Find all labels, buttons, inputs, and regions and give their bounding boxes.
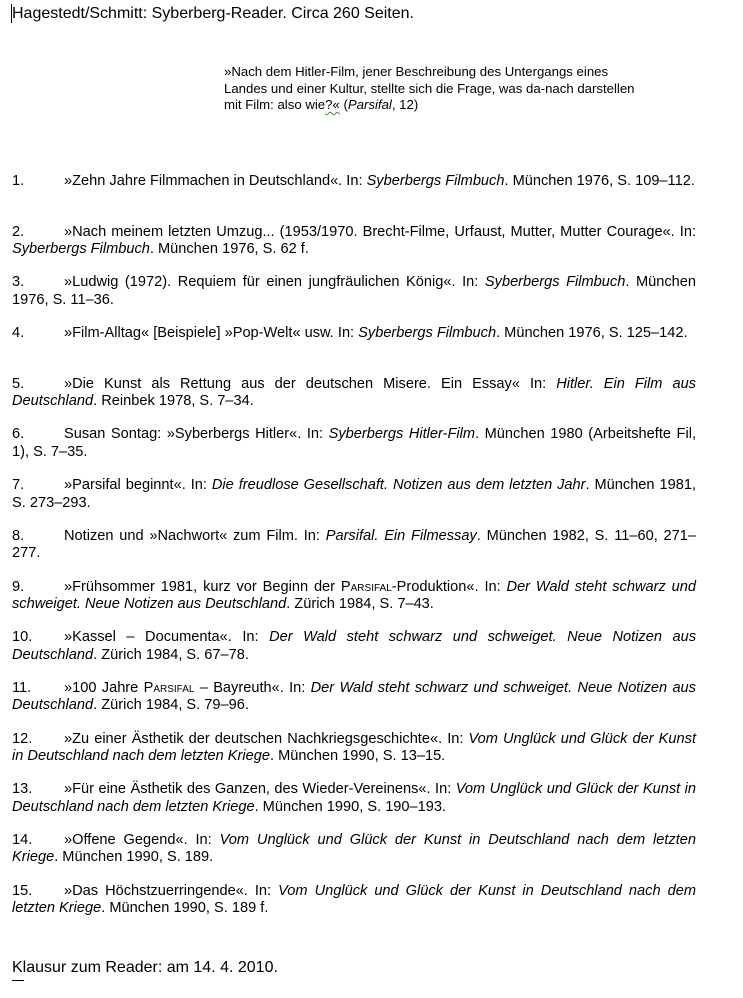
entry-text: . Zürich 1984, S. 67–78. xyxy=(93,646,249,663)
bibliography-entry[interactable] xyxy=(12,832,696,866)
entry-text: . Zürich 1984, S. 7–43. xyxy=(286,596,434,612)
entry-text: . München 1976, S. 125–142. xyxy=(496,325,688,342)
entry-text: Parsifal xyxy=(340,578,392,595)
entry-text: . München 1981, S. 273–293. xyxy=(12,477,696,511)
bibliography-entry[interactable] xyxy=(12,274,696,308)
entry-number: 6. xyxy=(12,426,25,443)
entry-text: . München 1982, S. 11–60, 271–277. xyxy=(12,527,696,562)
bibliography-entry[interactable] xyxy=(12,781,696,815)
bibliography-entry[interactable] xyxy=(12,426,696,460)
entry-source-title: Vom Unglück und Glück der Kunst in Deutschland nach dem letzten Kriege xyxy=(12,781,696,815)
entry-number: 3. xyxy=(12,274,25,291)
entry-text: Notizen und »Nachwort« zum Film. In: xyxy=(64,527,326,544)
entry-text: »Parsifal beginnt«. In: xyxy=(64,477,212,494)
entry-number: 15. xyxy=(12,882,33,899)
entry-text: . München 1976, S. 62 f. xyxy=(149,241,309,258)
entry-text: »Nach meinem letzten Umzug... (1953/1970. Brecht-Filme, Urfaust, Mutter, Mutter Courage«. In: xyxy=(64,223,696,240)
entry-text: »Film-Alltag« [Beispiele] »Pop-Welt« usw. In: xyxy=(64,325,359,342)
entry-text: . Reinbek 1978, S. 7–34. xyxy=(93,393,254,410)
entry-text: -Produktion«. In: xyxy=(391,578,507,595)
entry-text: »Die Kunst als Rettung aus der deutschen Misere. Ein Essay« In: xyxy=(64,375,557,392)
bibliography-entry[interactable] xyxy=(12,579,696,613)
entry-text: Parsifal xyxy=(143,679,195,696)
entry-source-title: Syberbergs Filmbuch xyxy=(12,241,150,258)
bibliography-entry[interactable] xyxy=(12,883,696,917)
entry-number: 5. xyxy=(12,375,25,392)
entry-text: . München 1980 (Arbeitshefte Fil, 1), S. 7–35. xyxy=(12,426,697,460)
entry-number: 10. xyxy=(12,629,33,646)
entry-text: – Bayreuth«. In: xyxy=(194,679,311,696)
entry-number: 1. xyxy=(12,173,25,189)
entry-number: 14. xyxy=(12,831,33,848)
entry-source-title: Die freudlose Gesellschaft. Notizen aus dem letzten Jahr xyxy=(211,477,586,494)
entry-source-title: Parsifal. Ein Filmessay xyxy=(325,527,477,544)
bibliography-entry[interactable] xyxy=(12,173,696,207)
epigraph-text-open: ( xyxy=(339,97,348,113)
entry-text: . München 1976, S. 109–112. xyxy=(504,173,695,189)
spellcheck-flag[interactable]: ?« xyxy=(325,97,340,113)
entry-text: »Zehn Jahre Filmmachen in Deutschland«. In: xyxy=(64,173,367,189)
exam-date-note[interactable]: Klausur zum Reader: am 14. 4. 2010. xyxy=(12,959,278,976)
epigraph-text: »Nach dem Hitler-Film, jener Beschreibung des Untergangs eines Landes und einer Kultur, stellte sich die Frage, was da-nach darstellen mit Film: also wie xyxy=(224,64,635,113)
entry-number: 8. xyxy=(12,527,25,544)
entry-text: »Offene Gegend«. In: xyxy=(64,831,220,848)
entry-source-title: Vom Unglück und Glück der Kunst in Deutschland nach dem letzten Kriege xyxy=(12,882,696,917)
epigraph-page: , 12) xyxy=(391,97,419,113)
bibliography-entry[interactable] xyxy=(12,680,696,714)
entry-number: 13. xyxy=(12,781,33,798)
entry-text: »Zu einer Ästhetik der deutschen Nachkriegsgeschichte«. In: xyxy=(64,730,469,747)
bibliography-entry[interactable] xyxy=(12,528,696,562)
entry-source-title: Syberbergs Filmbuch xyxy=(358,325,497,342)
bibliography-list xyxy=(12,173,696,933)
entry-source-title: Hitler. Ein Film aus Deutschland xyxy=(12,375,696,410)
entry-text: . München 1976, S. 11–36. xyxy=(12,274,696,308)
entry-text: Susan Sontag: »Syberbergs Hitler«. In: xyxy=(64,426,329,443)
entry-number: 12. xyxy=(12,730,33,747)
bibliography-entry[interactable] xyxy=(12,477,696,511)
entry-text: »Das Höchstzuerringende«. In: xyxy=(64,882,279,899)
entry-source-title: Der Wald steht schwarz und schweiget. Neue Notizen aus Deutschland xyxy=(12,578,696,612)
entry-text: . München 1990, S. 13–15. xyxy=(269,748,446,765)
entry-source-title: Syberbergs Filmbuch xyxy=(484,274,626,291)
entry-text: . Zürich 1984, S. 79–96. xyxy=(93,697,249,714)
entry-source-title: Vom Unglück und Glück der Kunst in Deutschland nach dem letzten Kriege xyxy=(12,730,696,765)
entry-number: 11. xyxy=(12,679,32,696)
entry-number: 4. xyxy=(12,325,25,342)
end-of-document-mark xyxy=(12,980,24,981)
entry-text: »Für eine Ästhetik des Ganzen, des Wieder-Vereinens«. In: xyxy=(64,781,456,798)
entry-source-title: Syberbergs Hitler-Film xyxy=(328,426,476,443)
entry-source-title: Der Wald steht schwarz und schweiget. Neue Notizen aus Deutschland xyxy=(12,679,696,714)
entry-source-title: Der Wald steht schwarz und schweiget. Neue Notizen aus Deutschland xyxy=(12,629,696,663)
bibliography-entry[interactable] xyxy=(12,224,696,258)
entry-source-title: Syberbergs Filmbuch xyxy=(366,173,505,189)
entry-source-title: Vom Unglück und Glück der Kunst in Deutschland nach dem letzten Kriege xyxy=(12,831,697,866)
entry-text: »100 Jahre xyxy=(64,679,144,696)
entry-number: 7. xyxy=(12,477,25,494)
entry-text: »Frühsommer 1981, kurz vor Beginn der xyxy=(64,578,341,595)
document-title[interactable]: Hagestedt/Schmitt: Syberberg-Reader. Circa 260 Seiten. xyxy=(12,5,414,22)
entry-text: . München 1990, S. 189. xyxy=(54,849,214,866)
bibliography-entry[interactable] xyxy=(12,731,696,765)
entry-text: . München 1990, S. 189 f. xyxy=(101,900,269,917)
entry-text: »Ludwig (1972). Requiem für einen jungfräulichen König«. In: xyxy=(64,274,485,291)
entry-number: 2. xyxy=(12,223,25,240)
bibliography-entry[interactable] xyxy=(12,376,696,410)
bibliography-entry[interactable] xyxy=(12,325,696,359)
entry-number: 9. xyxy=(12,578,25,595)
epigraph-quote[interactable] xyxy=(224,64,644,114)
bibliography-entry[interactable] xyxy=(12,629,696,663)
entry-text: . München 1990, S. 190–193. xyxy=(254,798,447,815)
epigraph-source-title: Parsifal xyxy=(347,97,392,113)
entry-text: »Kassel – Documenta«. In: xyxy=(64,629,270,646)
